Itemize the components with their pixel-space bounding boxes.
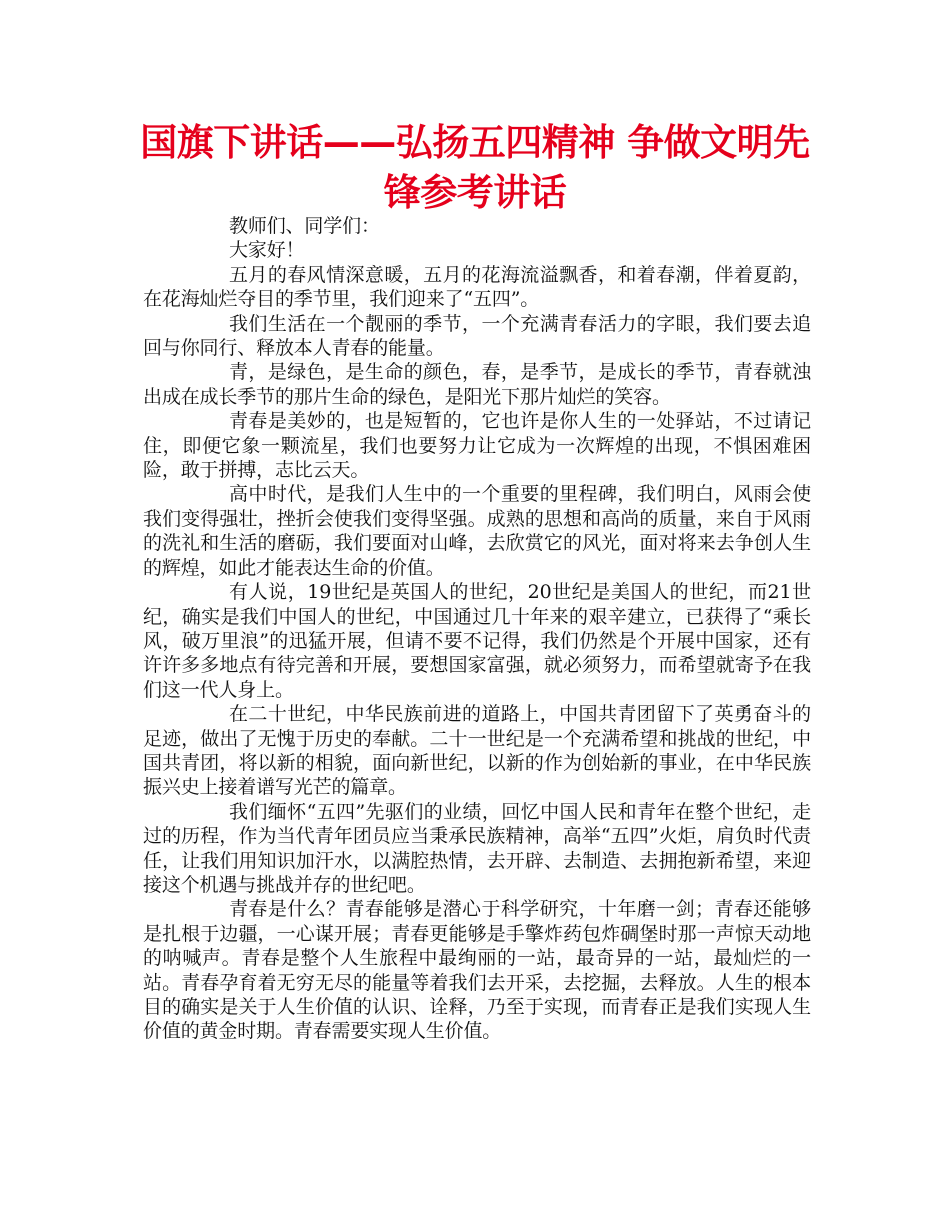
paragraph: 青春是美妙的，也是短暂的，它也许是你人生的一处驿站，不过请记住，即便它象一颗流星，我们也要努力让它成为一次辉煌的出现，不惧困难困险，敢于拼搏，志比云天。 — [143, 410, 811, 482]
document-title: 国旗下讲话——弘扬五四精神 争做文明先锋参考讲话 — [140, 121, 810, 214]
paragraph: 五月的春风情深意暖，五月的花海流溢飘香，和着春潮，伴着夏韵，在花海灿烂夺目的季节里，我们迎来了“五四”。 — [143, 263, 811, 311]
paragraph: 高中时代，是我们人生中的一个重要的里程碑，我们明白，风雨会使我们变得强壮，挫折会使我们变得坚强。成熟的思想和高尚的质量，来自于风雨的洗礼和生活的磨砺，我们要面对山峰，去欣赏它的风光，面对将来去争创人生的辉煌，如此才能表达生命的价值。 — [143, 483, 811, 579]
paragraph: 青春是什么？青春能够是潜心于科学研究，十年磨一剑；青春还能够是扎根于边疆，一心谋开展；青春更能够是手擎炸药包炸碉堡时那一声惊天动地的呐喊声。青春是整个人生旅程中最绚丽的一站，最奇异的一站，最灿烂的一站。青春孕育着无穷无尽的能量等着我们去开采，去挖掘，去释放。人生的根本目的确实是关于人生价值的认识、诠释，乃至于实现，而青春正是我们实现人生价值的黄金时期。青春需要实现人生价值。 — [143, 898, 811, 1043]
document-body — [143, 214, 811, 1044]
salutation: 教师们、同学们： — [229, 215, 380, 237]
paragraph: 有人说，19世纪是英国人的世纪，20世纪是美国人的世纪，而21世纪，确实是我们中国人的世纪，中国通过几十年来的艰辛建立，已获得了“乘长风，破万里浪”的迅猛开展，但请不要不记得，我们仍然是个开展中国家，还有许许多多地点有待完善和开展，要想国家富强，就必须努力，而希望就寄予在我们这一代人身上。 — [143, 581, 811, 701]
paragraph: 我们缅怀“五四”先驱们的业绩，回忆中国人民和青年在整个世纪，走过的历程，作为当代青年团员应当秉承民族精神，高举“五四”火炬，肩负时代责任，让我们用知识加汗水，以满腔热情，去开辟、去制造、去拥抱新希望，来迎接这个机遇与挑战并存的世纪吧。 — [143, 800, 811, 896]
paragraph: 青，是绿色，是生命的颜色，春，是季节，是成长的季节，青春就浊出成在成长季节的那片生命的绿色，是阳光下那片灿烂的笑容。 — [143, 361, 811, 408]
paragraph: 在二十世纪，中华民族前进的道路上，中国共青团留下了英勇奋斗的足迹，做出了无愧于历史的奉献。二十一世纪是一个充满希望和挑战的世纪，中国共青团，将以新的相貌，面向新世纪，以新的作为创始新的事业，在中华民族振兴史上接着谱写光芒的篇章。 — [143, 703, 811, 799]
greeting: 大家好！ — [229, 239, 305, 262]
paragraph: 我们生活在一个靓丽的季节，一个充满青春活力的字眼，我们要去追回与你同行、释放本人青春的能量。 — [143, 312, 811, 360]
